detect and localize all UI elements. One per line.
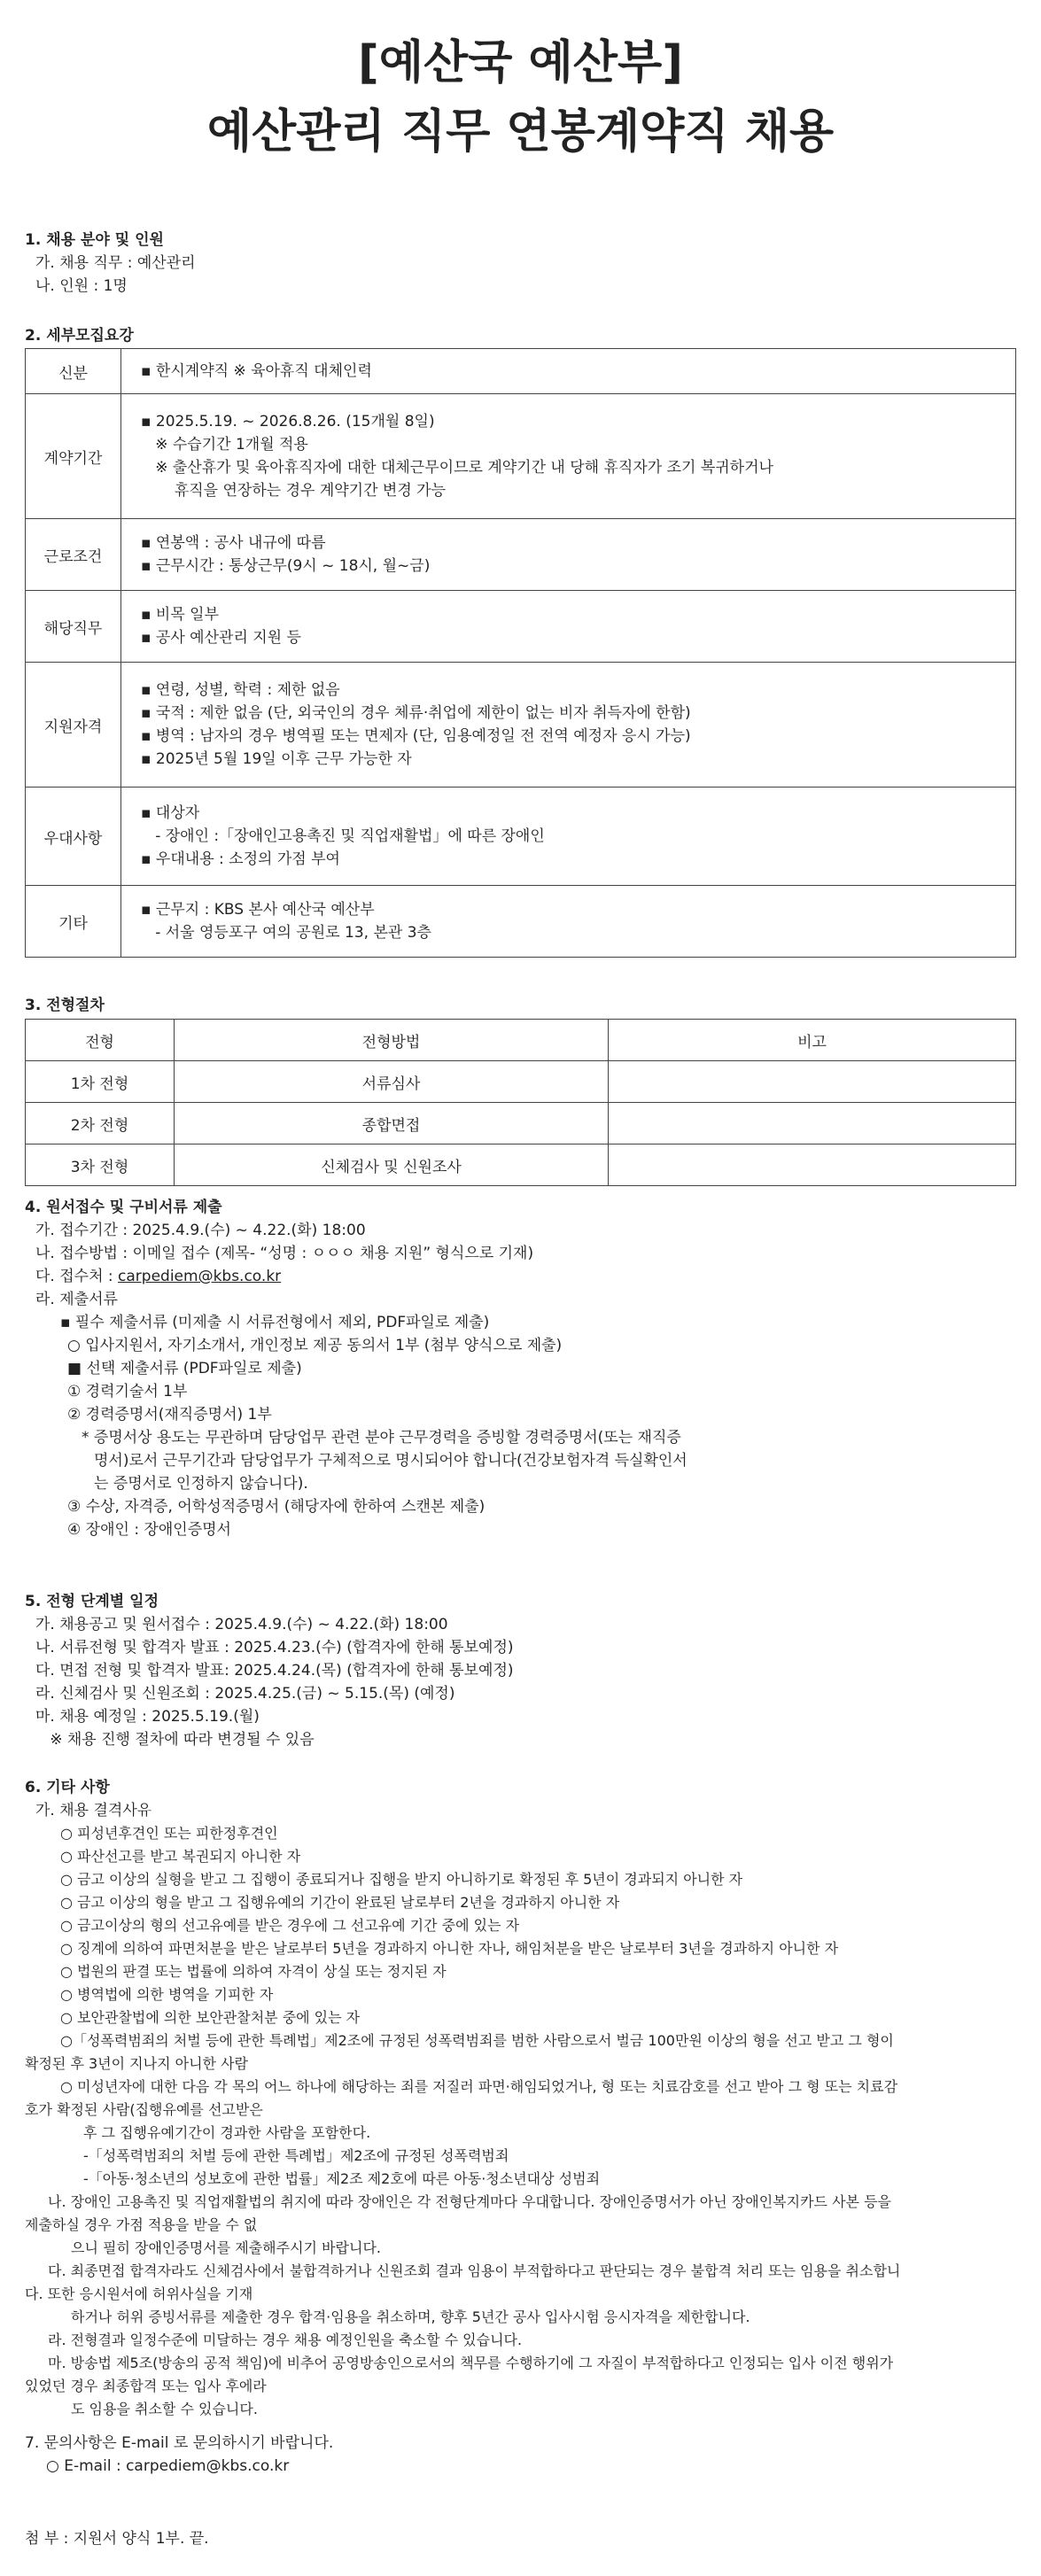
table-cell [609,1144,1016,1186]
row-value-line: ▪ 연봉액 : 공사 내규에 따름 [141,534,326,552]
section-4 [25,1196,688,1541]
email-link[interactable]: carpediem@kbs.co.kr [118,1268,282,1285]
section-6-item: ○ 법원의 판결 또는 법률에 의하여 자격이 상실 또는 정지된 자 [60,1963,447,1980]
table-row [26,788,1016,886]
table-cell [609,1061,1016,1103]
row-value-line: ▪ 대상자 [141,804,200,822]
table-cell: 1차 전형 [26,1061,175,1103]
section-5 [25,1590,514,1751]
row-key: 지원자격 [26,663,121,788]
section-6-item: ○ 징계에 의하여 파면처분을 받은 날로부터 5년을 경과하지 아니한 자나, 해임처분을 받은 날로부터 3년을 경과하지 아니한 자 [60,1940,839,1957]
row-value-line: ※ 수습기간 1개월 적용 [141,436,308,454]
section-4-line: * 증명서상 용도는 무관하며 담당업무 관련 분야 근무경력을 증빙할 경력증명서(또는 재직증 [82,1429,681,1447]
section-2-heading-wrap [25,324,134,347]
selection-process-table [25,1019,1016,1186]
row-value-line: ▪ 연령, 성별, 학력 : 제한 없음 [141,681,340,699]
section-3-heading: 3. 전형절차 [25,997,105,1014]
row-value-line: ▪ 근무시간 : 통상근무(9시 ~ 18시, 월~금) [141,557,431,575]
section-6-line: 으니 필히 장애인증명서를 제출해주시기 바랍니다. [71,2239,382,2256]
title-line-2: 예산관리 직무 연봉계약직 채용 [206,105,835,159]
section-4-line: ▪ 필수 제출서류 (미제출 시 서류전형에서 제외, PDF파일로 제출) [60,1314,490,1331]
row-value-line: - 장애인 :「장애인고용촉진 및 직업재활법」에 따른 장애인 [141,827,545,845]
column-header: 전형 [26,1020,175,1061]
section-6-item: ○ 병역법에 의한 병역을 기피한 자 [60,1986,274,2003]
section-1 [25,229,196,298]
section-6-item: ○ 미성년자에 대한 다음 각 목의 어느 하나에 해당하는 죄를 저질러 파면·해임되었거나, 형 또는 치료감호를 선고 받아 그 형 또는 치료감 [60,2078,898,2095]
table-cell: 신체검사 및 신원조사 [175,1144,609,1186]
row-value-line: ▪ 병역 : 남자의 경우 병역필 또는 면제자 (단, 임용예정일 전 전역 예정자 응시 가능) [141,727,691,745]
section-5-line: 나. 서류전형 및 합격자 발표 : 2025.4.23.(수) (합격자에 한해 통보예정) [35,1639,514,1657]
row-value-line: ▪ 2025년 5월 19일 이후 근무 가능한 자 [141,750,412,768]
table-row [26,663,1016,788]
section-3-heading-wrap [25,994,105,1017]
row-key: 우대사항 [26,788,121,886]
section-4-line: ① 경력기술서 1부 [67,1383,188,1401]
row-value [121,663,1016,788]
section-6-line: 있었던 경우 최종합격 또는 입사 후에라 [25,2378,267,2394]
section-6-item: ○ 금고 이상의 형을 받고 그 집행유예의 기간이 완료된 날로부터 2년을 경과하지 아니한 자 [60,1894,620,1911]
section-6 [25,1776,900,2421]
section-4-line: 라. 제출서류 [35,1291,118,1308]
table-row [26,1103,1016,1144]
table-row [26,519,1016,591]
section-6-item: -「성폭력범죄의 처벌 등에 관한 특례법」제2조에 규정된 성폭력범죄 [83,2147,509,2164]
section-6-line: 다. 최종면접 합격자라도 신체검사에서 불합격하거나 신원조회 결과 임용이 부적합하다고 판단되는 경우 불합격 처리 또는 임용을 취소합니 [48,2262,901,2279]
table-cell: 2차 전형 [26,1103,175,1144]
section-7-heading: 7. 문의사항은 E-mail 로 문의하시기 바랍니다. [25,2434,334,2452]
section-6-heading: 6. 기타 사항 [25,1779,110,1796]
row-value [121,591,1016,663]
section-6-item: ○ 피성년후견인 또는 피한정후견인 [60,1825,278,1842]
section-4-line: ④ 장애인 : 장애인증명서 [67,1521,231,1539]
section-6-item: 호가 확정된 사람(집행유예를 선고받은 [25,2101,263,2118]
row-value [121,394,1016,519]
table-cell: 3차 전형 [26,1144,175,1186]
section-6-item: ○「성폭력범죄의 처벌 등에 관한 특례법」제2조에 규정된 성폭력범죄를 범한 사람으로서 벌금 100만원 이상의 형을 선고 받고 그 형이 [60,2032,894,2049]
table-row [26,1061,1016,1103]
section-6-item: ○ 금고 이상의 실형을 받고 그 집행이 종료되거나 집행을 받지 아니하기로 확정된 후 5년이 경과되지 아니한 자 [60,1871,743,1888]
row-key: 근로조건 [26,519,121,591]
section-4-line [25,1265,688,1288]
table-row [26,349,1016,394]
row-value-line: ▪ 한시계약직 ※ 육아휴직 대체인력 [141,362,372,380]
section-6-item: ○ 금고이상의 형의 선고유예를 받은 경우에 그 선고유예 기간 중에 있는 자 [60,1917,520,1934]
section-4-line: 나. 접수방법 : 이메일 접수 (제목- “성명 : ㅇㅇㅇ 채용 지원” 형식으로 기재) [35,1245,534,1262]
table-cell [609,1103,1016,1144]
row-value-line: 휴직을 연장하는 경우 계약기간 변경 가능 [141,482,447,500]
section-6-line: 마. 방송법 제5조(방송의 공적 책임)에 비추어 공영방송인으로서의 책무를 수행하기에 그 자질이 부적합하다고 인정되는 입사 이전 행위가 [48,2355,894,2371]
section-4-line: ② 경력증명서(재직증명서) 1부 [67,1406,272,1424]
section-6-line: 도 임용을 취소할 수 있습니다. [71,2401,258,2417]
section-6-line: 제출하실 경우 가점 적용을 받을 수 없 [25,2216,258,2233]
section-6-line: 가. 채용 결격사유 [35,1802,152,1819]
row-value-line: ▪ 국적 : 제한 없음 (단, 외국인의 경우 체류·취업에 제한이 없는 비자 취득자에 한함) [141,704,691,722]
table-row [26,886,1016,958]
section-4-line: 는 증명서로 인정하지 않습니다). [94,1475,308,1493]
section-6-line: 다. 또한 응시원서에 허위사실을 기재 [25,2285,253,2302]
row-key: 기타 [26,886,121,958]
footer [25,2527,209,2550]
section-1-line: 가. 채용 직무 : 예산관리 [35,254,196,272]
section-1-heading: 1. 채용 분야 및 인원 [25,231,164,249]
row-key: 계약기간 [26,394,121,519]
row-key: 신분 [26,349,121,394]
row-value-line: - 서울 영등포구 여의 공원로 13, 본관 3층 [141,924,431,942]
column-header: 비고 [609,1020,1016,1061]
section-4-line: ○ 입사지원서, 자기소개서, 개인정보 제공 동의서 1부 (첨부 양식으로 제출) [67,1337,563,1354]
section-6-line: 하거나 허위 증빙서류를 제출한 경우 합격·임용을 취소하며, 향후 5년간 공사 입사시험 응시자격을 제한합니다. [71,2308,750,2325]
section-5-line: 다. 면접 전형 및 합격자 발표: 2025.4.24.(목) (합격자에 한해 통보예정) [35,1662,514,1680]
section-6-item: 후 그 집행유예기간이 경과한 사람을 포함한다. [83,2124,371,2141]
section-1-line: 나. 인원 : 1명 [35,277,128,295]
column-header: 전형방법 [175,1020,609,1061]
section-6-item: ○ 파산선고를 받고 복권되지 아니한 자 [60,1848,301,1865]
section-4-line: ■ 선택 제출서류 (PDF파일로 제출) [67,1360,302,1377]
section-5-line: 가. 채용공고 및 원서접수 : 2025.4.9.(수) ~ 4.22.(화) 18:00 [35,1616,448,1633]
section-6-line: 나. 장애인 고용촉진 및 직업재활법의 취지에 따라 장애인은 각 전형단계마다 우대합니다. 장애인증명서가 아닌 장애인복지카드 사본 등을 [48,2193,891,2210]
section-6-item: 확정된 후 3년이 지나지 아니한 사람 [25,2055,248,2072]
table-header-row [26,1020,1016,1061]
section-5-heading: 5. 전형 단계별 일정 [25,1593,159,1610]
row-value [121,886,1016,958]
section-4-line: 가. 접수기간 : 2025.4.9.(수) ~ 4.22.(화) 18:00 [35,1222,366,1239]
section-6-line: 라. 전형결과 일정수준에 미달하는 경우 채용 예정인원을 축소할 수 있습니다. [48,2332,523,2348]
contact-email: ○ E-mail : carpediem@kbs.co.kr [46,2457,290,2475]
attachment-note: 첨 부 : 지원서 양식 1부. 끝. [25,2530,209,2548]
table-row [26,394,1016,519]
table-row [26,1144,1016,1186]
row-value-line: ▪ 비목 일부 [141,606,220,624]
section-5-line: ※ 채용 진행 절차에 따라 변경될 수 있음 [35,1731,315,1749]
section-4-line: ③ 수상, 자격증, 어학성적증명서 (해당자에 한하여 스캔본 제출) [67,1498,486,1516]
row-value [121,519,1016,591]
section-5-line: 라. 신체검사 및 신원조회 : 2025.4.25.(금) ~ 5.15.(목) (예정) [35,1685,455,1703]
section-6-item: ○ 보안관찰법에 의한 보안관찰처분 중에 있는 자 [60,2009,361,2026]
table-cell: 종합면접 [175,1103,609,1144]
section-4-label: 다. 접수처 : [35,1268,119,1285]
row-value-line: ※ 출산휴가 및 육아휴직자에 대한 대체근무이므로 계약기간 내 당해 휴직자가 조기 복귀하거나 [141,459,773,477]
section-4-heading: 4. 원서접수 및 구비서류 제출 [25,1199,222,1216]
section-6-item: -「아동·청소년의 성보호에 관한 법률」제2조 제2호에 따른 아동·청소년대상 성범죄 [83,2170,601,2187]
section-7 [25,2432,333,2478]
section-4-line: 명서)로서 근무기간과 담당업무가 구체적으로 명시되어야 합니다(건강보험자격 득실확인서 [94,1452,688,1470]
row-key: 해당직무 [26,591,121,663]
row-value [121,788,1016,886]
section-5-line: 마. 채용 예정일 : 2025.5.19.(월) [35,1708,260,1726]
row-value-line: ▪ 공사 예산관리 지원 등 [141,629,301,647]
requirements-table [25,348,1016,958]
row-value-line: ▪ 근무지 : KBS 본사 예산국 예산부 [141,901,375,919]
table-cell: 서류심사 [175,1061,609,1103]
row-value-line: ▪ 우대내용 : 소정의 가점 부여 [141,850,340,868]
row-value [121,349,1016,394]
title-line-1: [예산국 예산부] [357,36,684,89]
table-row [26,591,1016,663]
section-2-heading: 2. 세부모집요강 [25,327,134,345]
row-value-line: ▪ 2025.5.19. ~ 2026.8.26. (15개월 8일) [141,413,435,431]
